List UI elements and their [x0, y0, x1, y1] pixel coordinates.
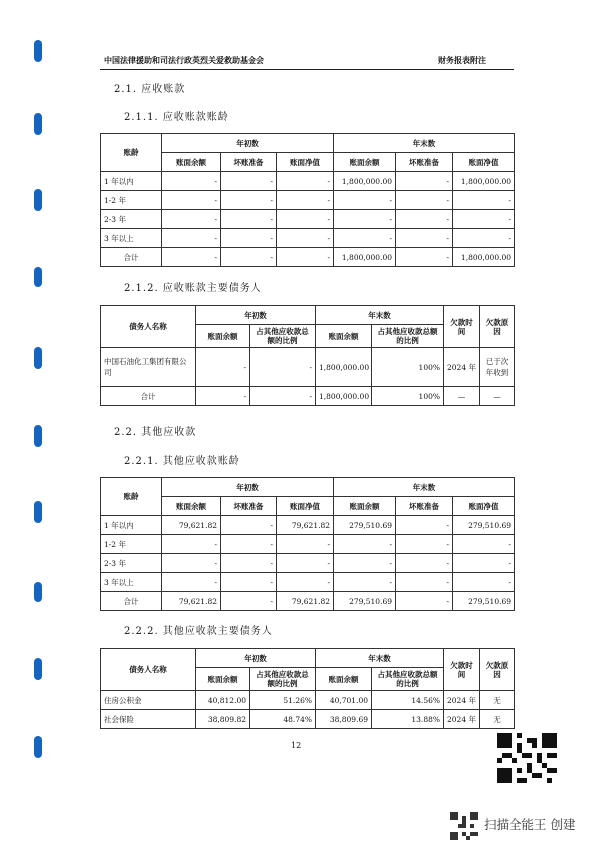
table-row	[101, 191, 515, 210]
scanner-watermark: 扫描全能王 创建	[484, 817, 576, 832]
table-cell: 合计	[101, 248, 162, 267]
binder-hole	[34, 40, 42, 62]
sub-header: 账面余额	[162, 497, 221, 516]
header-organization: 中国法律援助和司法行政英烈关爱救助基金会	[104, 55, 264, 65]
table-cell: 40,812.00	[196, 691, 250, 710]
col-header-reason: 欠款原因	[480, 649, 515, 691]
table-cell: 无	[480, 691, 515, 710]
sub-header: 账面净值	[453, 153, 515, 172]
sub-header: 账面净值	[277, 153, 334, 172]
table-cell: 2024 年	[444, 348, 480, 387]
table-cell: -	[250, 387, 316, 406]
table-cell: -	[162, 172, 221, 191]
table-cell: -	[221, 573, 277, 592]
col-header-age: 账龄	[101, 134, 162, 172]
table-row	[101, 172, 515, 191]
debtors-table-receivables	[100, 305, 515, 406]
sub-header: 占其他应收款总额的比例	[250, 325, 316, 348]
table-cell: -	[162, 535, 221, 554]
table-cell: 合计	[101, 387, 196, 406]
table-row	[101, 691, 515, 710]
table-cell: -	[396, 229, 453, 248]
sub-header: 账面余额	[316, 668, 372, 691]
section-title: 2.2. 其他应收款	[114, 427, 197, 438]
table-row	[101, 348, 515, 387]
table-cell: -	[221, 210, 277, 229]
col-header-debtor: 债务人名称	[101, 306, 196, 348]
table-cell: -	[277, 248, 334, 267]
table-cell: -	[221, 516, 277, 535]
table-cell: -	[453, 573, 515, 592]
table-cell: 14.56%	[372, 691, 444, 710]
col-header-age: 账龄	[101, 478, 162, 516]
binder-hole	[34, 267, 42, 287]
col-header-end: 年末数	[316, 306, 444, 325]
table-cell: -	[221, 248, 277, 267]
table-row-total	[101, 387, 515, 406]
col-header-begin: 年初数	[196, 649, 316, 668]
table-cell: -	[277, 191, 334, 210]
table-cell: -	[162, 210, 221, 229]
table-cell: 2-3 年	[101, 210, 162, 229]
table-cell: 1,800,000.00	[334, 172, 396, 191]
table-cell: 279,510.69	[334, 592, 396, 611]
col-header-begin: 年初数	[196, 306, 316, 325]
binder-hole	[34, 501, 42, 523]
col-header-end: 年末数	[334, 478, 515, 497]
table-cell: -	[453, 229, 515, 248]
table-row-total	[101, 592, 515, 611]
table-cell: -	[277, 172, 334, 191]
subsection-title: 2.1.1. 应收账款账龄	[124, 112, 229, 123]
table-cell: -	[221, 535, 277, 554]
table-cell: -	[453, 210, 515, 229]
table-cell: 已于次年收到	[480, 348, 515, 387]
page-number: 12	[291, 741, 302, 750]
table-cell: -	[334, 229, 396, 248]
sub-header: 坏账准备	[221, 497, 277, 516]
sub-header: 账面余额	[196, 668, 250, 691]
table-cell: -	[221, 172, 277, 191]
section-title: 2.1. 应收账款	[114, 84, 186, 95]
table-cell: -	[162, 573, 221, 592]
table-cell: 1,800,000.00	[453, 248, 515, 267]
table-cell: 279,510.69	[453, 516, 515, 535]
table-row	[101, 710, 515, 729]
sub-header: 账面余额	[334, 497, 396, 516]
table-cell: -	[396, 210, 453, 229]
table-cell: 79,621.82	[162, 592, 221, 611]
table-cell: -	[277, 210, 334, 229]
table-cell: -	[396, 573, 453, 592]
table-row	[101, 229, 515, 248]
table-cell: 2024 年	[444, 710, 480, 729]
table-cell: -	[277, 573, 334, 592]
sub-header: 账面净值	[277, 497, 334, 516]
table-cell: -	[221, 191, 277, 210]
table-cell: -	[162, 191, 221, 210]
sub-header: 账面净值	[453, 497, 515, 516]
table-cell: 合计	[101, 592, 162, 611]
table-cell: 1 年以内	[101, 172, 162, 191]
table-row-total	[101, 248, 515, 267]
table-cell: -	[334, 573, 396, 592]
sub-header: 占其他应收款总额的比例	[372, 325, 444, 348]
binder-hole	[34, 425, 42, 447]
col-header-end: 年末数	[316, 649, 444, 668]
binder-hole	[34, 658, 42, 680]
sub-header: 账面余额	[162, 153, 221, 172]
subsection-title: 2.2.2. 其他应收款主要债务人	[124, 626, 273, 637]
col-header-end: 年末数	[334, 134, 515, 153]
table-cell: -	[221, 554, 277, 573]
table-cell: -	[334, 535, 396, 554]
table-cell: 1,800,000.00	[334, 248, 396, 267]
subsection-title: 2.2.1. 其他应收款账龄	[124, 456, 240, 467]
table-cell: 279,510.69	[453, 592, 515, 611]
sub-header: 账面余额	[334, 153, 396, 172]
table-cell: 住房公积金	[101, 691, 196, 710]
table-cell: -	[334, 210, 396, 229]
table-row	[101, 535, 515, 554]
table-cell: 40,701.00	[316, 691, 372, 710]
table-cell: -	[396, 172, 453, 191]
table-cell: -	[334, 554, 396, 573]
table-cell: —	[480, 387, 515, 406]
table-row	[101, 573, 515, 592]
table-cell: 100%	[372, 348, 444, 387]
table-cell: 1 年以内	[101, 516, 162, 535]
aging-table-receivables	[100, 133, 515, 267]
table-cell: -	[196, 387, 250, 406]
table-cell: 100%	[372, 387, 444, 406]
sub-header: 占其他应收款总额的比例	[250, 668, 316, 691]
table-cell: -	[396, 592, 453, 611]
table-row	[101, 210, 515, 229]
table-cell: 79,621.82	[277, 592, 334, 611]
table-cell: -	[250, 348, 316, 387]
col-header-reason: 欠款原因	[480, 306, 515, 348]
table-cell: -	[162, 248, 221, 267]
sub-header: 占其他应收款总额的比例	[372, 668, 444, 691]
table-cell: -	[334, 191, 396, 210]
table-cell: 1,800,000.00	[316, 348, 372, 387]
table-cell: -	[396, 516, 453, 535]
table-cell: -	[196, 348, 250, 387]
sub-header: 账面余额	[196, 325, 250, 348]
scanner-logo-qr	[450, 812, 478, 840]
table-cell: 中国石油化工集团有限公司	[101, 348, 196, 387]
table-cell: -	[221, 592, 277, 611]
table-cell: 279,510.69	[334, 516, 396, 535]
sub-header: 坏账准备	[396, 497, 453, 516]
table-cell: 1-2 年	[101, 535, 162, 554]
table-cell: 3 年以上	[101, 229, 162, 248]
table-cell: 2-3 年	[101, 554, 162, 573]
table-cell: -	[162, 554, 221, 573]
table-row	[101, 516, 515, 535]
debtors-table-other-receivables	[100, 648, 515, 729]
table-cell: -	[453, 191, 515, 210]
sub-header: 坏账准备	[221, 153, 277, 172]
table-cell: -	[162, 229, 221, 248]
table-cell: -	[277, 554, 334, 573]
table-cell: 社会保险	[101, 710, 196, 729]
table-cell: 1,800,000.00	[453, 172, 515, 191]
table-cell: -	[396, 554, 453, 573]
header-doc-type: 财务报表附注	[438, 55, 486, 65]
table-cell: 13.88%	[372, 710, 444, 729]
binder-hole	[34, 736, 42, 758]
col-header-time: 欠款时间	[444, 306, 480, 348]
table-cell: -	[277, 229, 334, 248]
table-cell: 79,621.82	[162, 516, 221, 535]
table-row	[101, 554, 515, 573]
table-cell: 1-2 年	[101, 191, 162, 210]
binder-hole	[34, 347, 42, 369]
table-cell: -	[396, 535, 453, 554]
aging-table-other-receivables	[100, 477, 515, 611]
qr-code	[497, 732, 557, 784]
table-cell: 38,809.69	[316, 710, 372, 729]
table-cell: 2024 年	[444, 691, 480, 710]
table-cell: -	[277, 535, 334, 554]
sub-header: 账面余额	[316, 325, 372, 348]
table-cell: -	[396, 191, 453, 210]
header-rule	[100, 69, 514, 70]
table-cell: 51.26%	[250, 691, 316, 710]
col-header-begin: 年初数	[162, 478, 334, 497]
table-cell: -	[453, 535, 515, 554]
table-cell: 79,621.82	[277, 516, 334, 535]
table-cell: 无	[480, 710, 515, 729]
binder-hole	[34, 113, 42, 135]
table-cell: 3 年以上	[101, 573, 162, 592]
binder-hole	[34, 189, 42, 211]
table-cell: -	[396, 248, 453, 267]
table-cell: -	[453, 554, 515, 573]
table-cell: 48.74%	[250, 710, 316, 729]
table-cell: -	[221, 229, 277, 248]
col-header-begin: 年初数	[162, 134, 334, 153]
table-cell: —	[444, 387, 480, 406]
table-cell: 38,809.82	[196, 710, 250, 729]
subsection-title: 2.1.2. 应收账款主要债务人	[124, 283, 262, 294]
sub-header: 坏账准备	[396, 153, 453, 172]
binder-hole	[34, 582, 42, 602]
col-header-debtor: 债务人名称	[101, 649, 196, 691]
table-cell: 1,800,000.00	[316, 387, 372, 406]
col-header-time: 欠款时间	[444, 649, 480, 691]
